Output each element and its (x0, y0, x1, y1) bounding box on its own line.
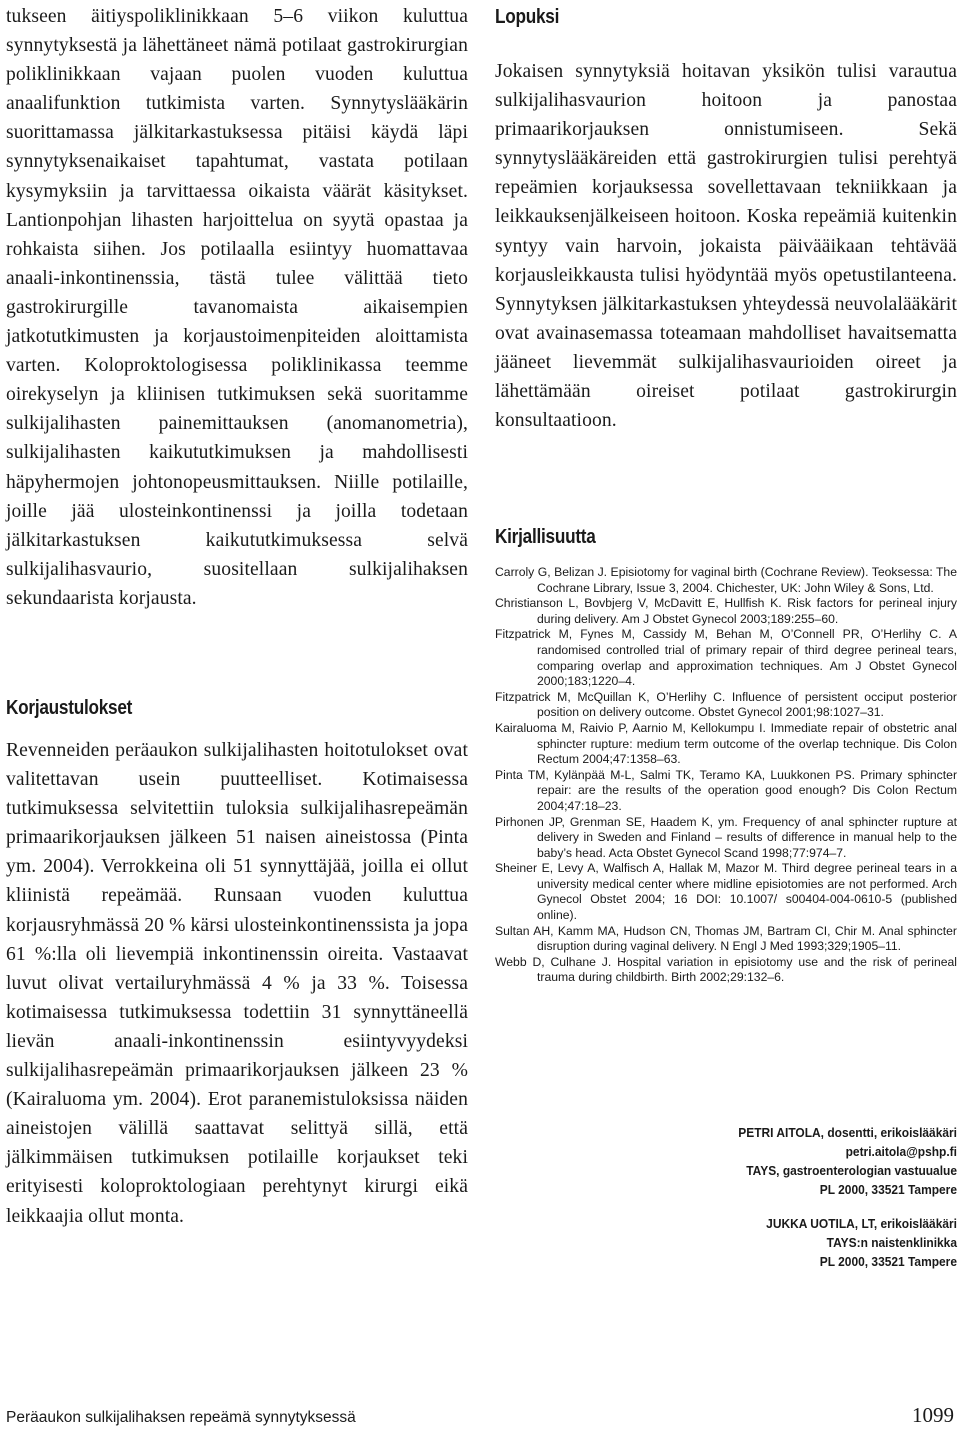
author-name: JUKKA UOTILA, LT, erikoislääkäri (766, 1217, 957, 1231)
reference-item: Sheiner E, Levy A, Walfisch A, Hallak M, Mazor M. Third degree perineal tears in a university medical center where midline episiotomies are not performed. Arch Gynecol Obstet 2004; 16 DOI: 10.1007/ s00404-004-0610-5 (published online). (495, 861, 957, 923)
heading-lopuksi: Lopuksi (495, 6, 560, 28)
paragraph-lopuksi: Jokaisen synnytyksiä hoitavan yksikön tulisi varautua sulkijalihasvaurion hoitoon ja panostaa primaarikorjauksen onnistumiseen. Sekä synnytyslääkäreiden että gastrokirurgien tulisi perehtyä repeämien korjauksessa sovellettavaan tekniikkaan ja leikkauksenjälkeiseen hoitoon. Koska repeämiä kuitenkin syntyy vain harvoin, jokaista päivääikaan tehtävää korjausleikkausta tulisi hyödyntää myös opetustilanteena. Synnytyksen jälkitarkastuksen yhteydessä neuvolalääkärit ovat avainasemassa toteamaan mahdolliset havaitsematta jääneet lievemmät sulkijalihasvaurioiden oireet ja lähettämään oireiset potilaat gastrokirurgin konsultaatioon. (495, 61, 957, 432)
running-footer-title: Peräaukon sulkijalihaksen repeämä synnytyksessä (6, 1409, 356, 1426)
author-address: PL 2000, 33521 Tampere (819, 1255, 957, 1269)
reference-item: Sultan AH, Kamm MA, Hudson CN, Thomas JM, Bartram CI, Chir M. Anal sphincter disruption during vaginal delivery. N Engl J Med 1993;329;1905–11. (495, 923, 957, 954)
reference-item: Christianson L, Bovbjerg V, McDavitt E, Hullfish K. Risk factors for perineal injury during delivery. Am J Obstet Gynecol 2003;189:255–60. (495, 596, 957, 626)
author-email: petri.aitola@pshp.fi (845, 1145, 957, 1159)
reference-list (495, 565, 957, 986)
heading-korjaustulokset: Korjaustulokset (6, 697, 133, 719)
author-address: PL 2000, 33521 Tampere (819, 1183, 957, 1197)
reference-item: Kairaluoma M, Raivio P, Aarnio M, Kellokumpu I. Immediate repair of obstetric anal sphincter rupture: medium term outcome of the overlap technique. Dis Colon Rectum 2004;47:1358–63. (495, 720, 957, 767)
author-name: PETRI AITOLA, dosentti, erikoislääkäri (738, 1126, 957, 1140)
author-block-uotila (537, 1215, 957, 1272)
reference-item: Webb D, Culhane J. Hospital variation in episiotomy use and the risk of perineal trauma during childbirth. Birth 2002;29:132–6. (495, 954, 957, 985)
paragraph-korjaustulokset: Revenneiden peräaukon sulkijalihasten hoitotulokset ovat valitettavan usein puutteelliset. Kotimaisessa tutkimuksessa selvitettiin tuloksia sulkijalihasrepeämän primaarikorjauksen jälkeen 51 naisen aineistossa (Pinta ym. 2004). Verrokkeina oli 51 synnyttäjää, joilla ei ollut kliinistä repeämää. Runsaan vuoden kuluttua korjausryhmässä 20 % kärsi ulosteinkontinenssista ja jopa 61 %:lla oli lievempiä inkontinenssin oireita. Vastaavat luvut olivat vertailuryhmässä 4 % ja 33 %. Toisessa kotimaisessa tutkimuksessa todettiin 31 synnyttäneellä lievän anaali-inkontinenssin esiintyvyydeksi sulkijalihasrepeämän primaarikorjauksen jälkeen 23 % (Kairaluoma ym. 2004). Erot paranemistuloksissa näiden aineistojen välillä saattavat selittyä sillä, että jälkimmäisen tutkimuksen potilaille korjaukset teki erityisesti koloproktologiaan perehtynyt kirurgi eikä leikkaajia ollut monta. (6, 740, 468, 1227)
author-block-aitola (537, 1124, 957, 1200)
paragraph-follow-up: tukseen äitiyspoliklinikkaan 5–6 viikon kuluttua synnytyksestä ja lähettäneet nämä potilaat gastrokirurgian poliklinikkaan vajaan puolen vuoden kuluttua anaalifunktion tutkimista varten. Synnytyslääkärin suorittamassa jälkitarkastuksessa pitäisi käydä läpi synnytyksenaikaiset tapahtumat, vastata potilaan kysymyksiin ja tarvittaessa oikaista väärät käsitykset. Lantionpohjan lihasten harjoittelua on syytä opastaa ja rohkaista siihen. Jos potilaalla esiintyy huomattavaa anaali-inkontinenssia, tästä tulee välittää tieto gastrokirurgille tavanomaista aikaisempien jatkotutkimusten ja korjaustoimenpiteiden aloittamista varten. Koloproktologisessa poliklinikassa teemme oirekyselyn ja kliinisen tutkimuksen sekä suoritamme sulkijalihasten painemittauksen (anomanometria), sulkijalihasten kaikututkimuksen ja mahdollisesti häpyhermojen johtonopeusmittauksen. Niille potilaille, joille jää ulosteinkontinenssi ja joilla todetaan jälkitarkastuksen kaikututkimuksessa selvä sulkijalihasvaurio, suositellaan sulkijalihaksen sekundaarista korjausta. (6, 6, 468, 609)
heading-kirjallisuutta: Kirjallisuutta (495, 526, 596, 548)
author-affiliation: TAYS, gastroenterologian vastuualue (746, 1164, 957, 1178)
left-column (6, 0, 468, 1227)
reference-item: Pinta TM, Kylänpää M-L, Salmi TK, Teramo KA, Luukkonen PS. Primary sphincter repair: are the results of the operation good enough? Dis Colon Rectum 2004;47:18–23. (495, 767, 957, 813)
reference-item: Carroly G, Belizan J. Episiotomy for vaginal birth (Cochrane Review). Teoksessa: The Cochrane Library, Issue 3, 2004. Chichester, UK: John Wiley & Sons, Ltd. (495, 565, 957, 595)
page-number: 1099 (912, 1403, 954, 1427)
reference-item: Fitzpatrick M, Fynes M, Cassidy M, Behan M, O’Connell PR, O’Herlihy C. A randomised controlled trial of primary repair of third degree perineal tears, comparing overlap and approximation techniques. Am J Obstet Gynecol 2000;183;1220–4. (495, 627, 957, 689)
reference-item: Fitzpatrick M, McQuillan K, O’Herlihy C. Influence of persistent occiput posterior position on delivery outcome. Obstet Gynecol 2001;98:1027–31. (495, 689, 957, 720)
reference-item: Pirhonen JP, Grenman SE, Haadem K, ym. Frequency of anal sphincter rupture at delivery in Sweden and Finland – results of difference in manual help to the baby’s head. Acta Obstet Gynecol Scand 1998;77:974–7. (495, 814, 957, 860)
author-affiliation: TAYS:n naistenklinikka (826, 1236, 957, 1250)
